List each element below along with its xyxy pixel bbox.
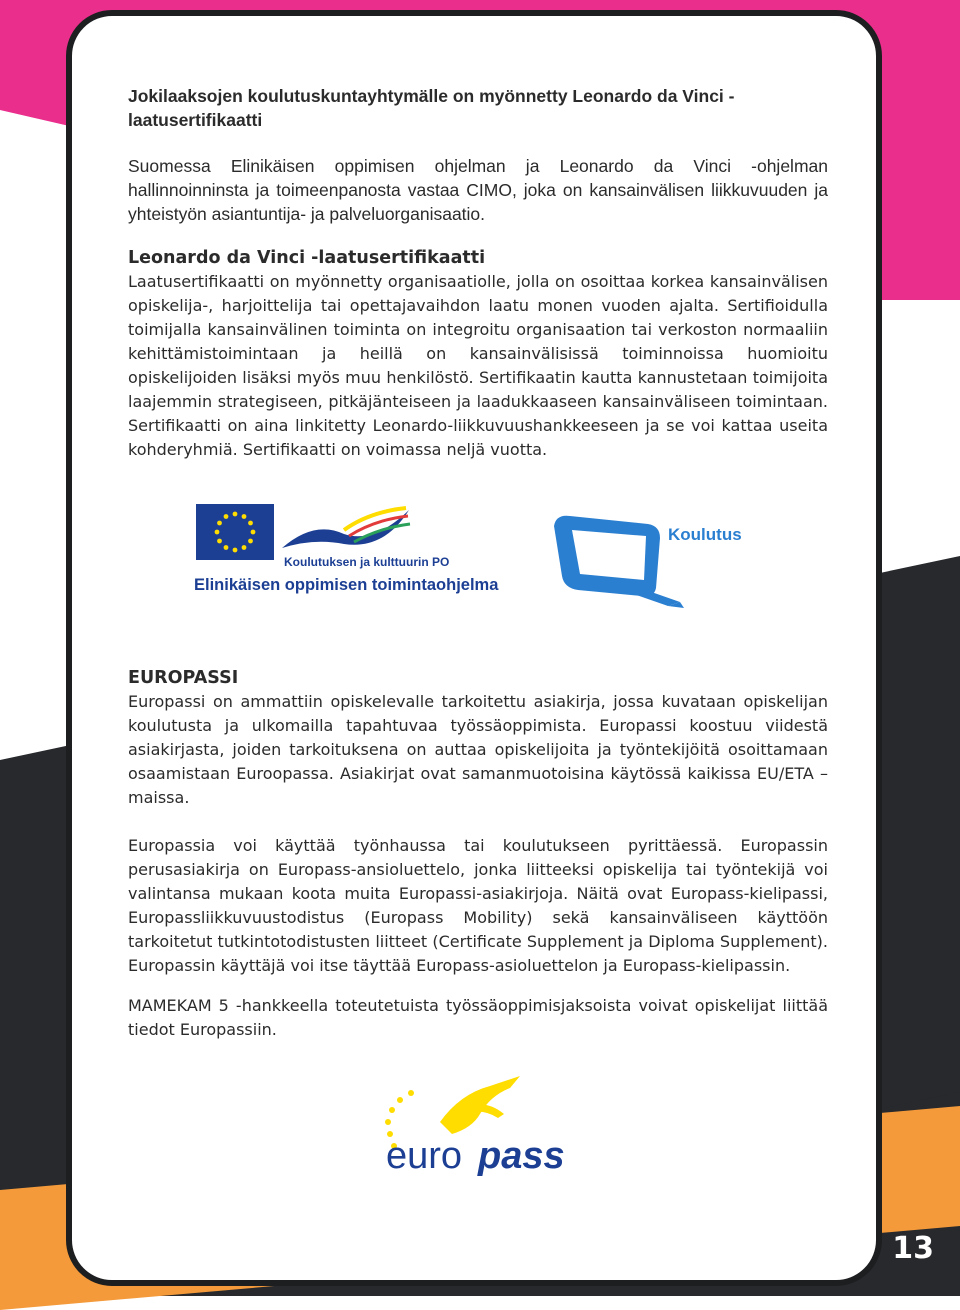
europass-pass-text: pass [478, 1135, 565, 1177]
certificate-section [128, 246, 828, 462]
koulutus-logo [548, 510, 770, 610]
eu-program-subtitle: Koulutuksen ja kulttuurin PO [284, 555, 450, 569]
koulutus-label: Koulutus [668, 525, 742, 544]
europass-logo [380, 1074, 580, 1180]
mamekam-paragraph: MAMEKAM 5 -hankkeella toteutetuista työssäoppimisjaksoista voivat opiskelijat liittää tiedot Europassiin. [128, 996, 828, 1039]
europass-euro-text: euro [386, 1135, 463, 1177]
europass-section [128, 666, 828, 810]
intro-paragraph: Suomessa Elinikäisen oppimisen ohjelman ja Leonardo da Vinci -ohjelman hallinnoinninsta ja toimeenpanosta vastaa CIMO, joka on kansainvälisen liikkuvuuden ja yhteistyön asiantuntija- ja palveluorganisaatio. [128, 156, 828, 224]
intro-heading: Jokilaaksojen koulutuskuntayhtymälle on myönnetty Leonardo da Vinci -laatusertifikaatti [128, 86, 735, 130]
certificate-paragraph: Laatusertifikaatti on myönnetty organisaatiolle, jolla on osoittaa korkea kansainvälisen opiskelija-, harjoittelija tai opettajavaihdon laatu monen vuoden ajalta. Sertifioidulla toimijalla kansainvälinen toiminta on integroitu organisaation tai verkoston normaaliin kehittämistoimintaan ja heillä on kansainvälisissä toiminnoissa huomioitu opiskelijoiden lisäksi myös muu henkilöstö. Sertifikaatin kautta kannustetaan toimijoita laajemmin strategiseen, pitkäjänteiseen ja laadukkaaseen kansainväliseen toimintaan. Sertifikaatti on aina linkitetty Leonardo-liikkuvuushankkeeseen ja se voi kattaa useita kohderyhmiä. Sertifikaatti on voimassa neljä vuotta. [128, 272, 828, 459]
eu-program-title: Elinikäisen oppimisen toimintaohjelma [194, 576, 499, 594]
page-number: 13 [892, 1231, 934, 1266]
certificate-heading: Leonardo da Vinci -laatusertifikaatti [128, 248, 486, 268]
europass-heading: EUROPASSI [128, 668, 239, 688]
europass-paragraph: Europassi on ammattiin opiskelevalle tarkoitettu asiakirja, jossa kuvataan opiskelijan koulutusta ja ulkomailla tapahtuvaa työssäoppimista. Europassi koostuu viidestä asiakirjasta, joiden tarkoituksena on auttaa opiskelijoita ja työntekijöitä osoittamaan osaamistaan Euroopassa. Asiakirjat ovat samanmuotoisina käytössä kaikissa EU/ETA – maissa. [128, 692, 828, 807]
eu-lifelong-learning-logo [194, 500, 499, 600]
europass-usage-paragraph: Europassia voi käyttää työnhaussa tai koulutukseen pyrittäessä. Europassin perusasiakirja on Europass-ansioluettelo, jonka liitteeksi opiskelija tai työntekijä voi valintansa mukaan koota muita Europassi-asiakirjoja. Näitä ovat Europass-kielipassi, Europassliikkuvuustodistus (Europass Mobility) sekä kansainväliseen käyttöön tarkoitetut tutkintotodistusten liitteet (Certificate Supplement ja Diploma Supplement). Europassin käyttäjä voi itse täyttää Europass-asioluettelon ja Europass-kielipassin. [128, 836, 828, 975]
